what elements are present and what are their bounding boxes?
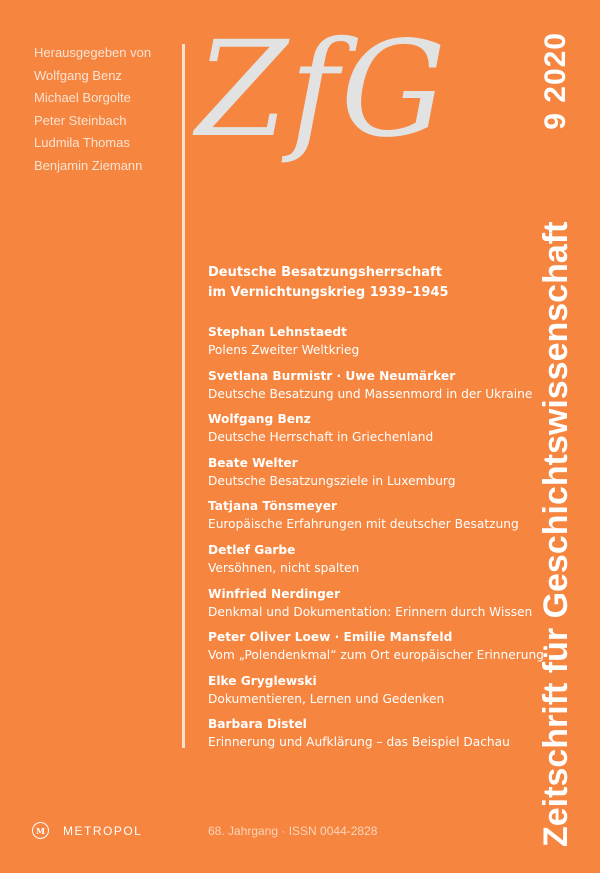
toc-item: [208, 585, 548, 629]
toc-item: [208, 497, 548, 541]
theme-line: im Vernichtungskrieg 1939–1945: [208, 285, 449, 300]
toc-title: Polens Zweiter Weltkrieg: [208, 343, 360, 357]
toc-item: [208, 541, 548, 585]
editor-name: Peter Steinbach: [34, 112, 127, 128]
toc-item: [208, 410, 548, 454]
toc-item: [208, 454, 548, 498]
publisher-name: METROPOL: [63, 823, 143, 838]
journal-title: Zeitschrift für Geschichtswissenschaft: [536, 221, 575, 847]
toc-title: Europäische Erfahrungen mit deutscher Besatzung: [208, 517, 519, 532]
table-of-contents: [208, 323, 548, 759]
toc-title: Dokumentieren, Lernen und Gedenken: [208, 691, 445, 706]
publisher-block: [32, 822, 142, 839]
toc-author: Beate Welter: [208, 455, 298, 470]
toc-title: Deutsche Besatzung und Massenmord in der Ukraine: [208, 386, 533, 401]
editor-name: Ludmila Thomas: [34, 135, 130, 151]
toc-author: Winfried Nerdinger: [208, 586, 341, 601]
toc-title: Erinnerung und Aufklärung – das Beispiel Dachau: [208, 735, 510, 750]
toc-item: [208, 715, 548, 759]
editors-heading: Herausgegeben von: [34, 45, 152, 60]
editors-block: [34, 42, 184, 178]
toc-title: Deutsche Besatzungsziele in Luxemburg: [208, 473, 456, 488]
issue-theme: [208, 263, 548, 303]
toc-item: [208, 628, 548, 672]
toc-author: Stephan Lehnstaedt: [208, 325, 347, 339]
toc-author: Wolfgang Benz: [208, 412, 311, 427]
toc-title: Deutsche Herrschaft in Griechenland: [208, 430, 434, 445]
publisher-logo-icon: M: [32, 822, 49, 839]
toc-title: Versöhnen, nicht spalten: [208, 560, 360, 575]
vertical-divider: [182, 44, 185, 748]
toc-item: [208, 367, 548, 411]
issue-number: 9 2020: [539, 32, 572, 130]
toc-author: Tatjana Tönsmeyer: [208, 499, 337, 514]
theme-line: Deutsche Besatzungsherrschaft: [208, 265, 442, 280]
toc-author: Detlef Garbe: [208, 542, 296, 557]
toc-title: Vom „Polendenkmal“ zum Ort europäischer Erinnerung: [208, 648, 544, 663]
toc-author: Barbara Distel: [208, 717, 307, 732]
volume-issn: 68. Jahrgang · ISSN 0044-2828: [208, 824, 378, 838]
toc-item: [208, 323, 548, 367]
toc-title: Denkmal und Dokumentation: Erinnern durch Wissen: [208, 604, 533, 619]
editor-name: Michael Borgolte: [34, 90, 131, 106]
editor-name: Benjamin Ziemann: [34, 157, 143, 173]
toc-author: Svetlana Burmistr · Uwe Neumärker: [208, 368, 456, 383]
journal-logo: ZfG: [196, 13, 449, 167]
toc-item: [208, 672, 548, 716]
toc-author: Elke Gryglewski: [208, 673, 317, 688]
editor-name: Wolfgang Benz: [34, 67, 122, 83]
toc-author: Peter Oliver Loew · Emilie Mansfeld: [208, 630, 453, 645]
